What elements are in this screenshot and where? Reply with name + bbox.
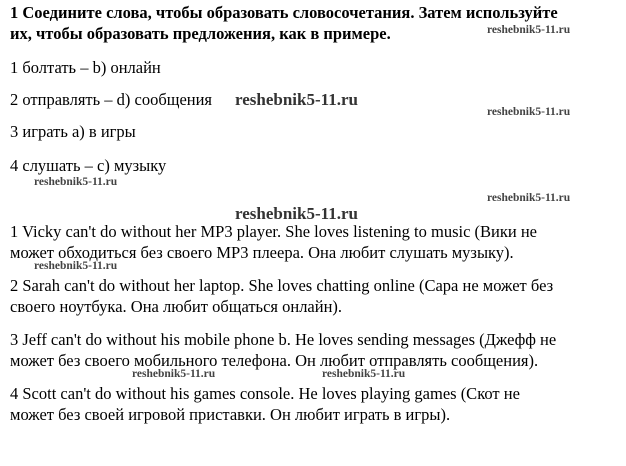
task-heading-line1: 1 Соедините слова, чтобы образовать словосочетания. Затем используйте [10, 3, 558, 22]
pair-item-2: 2 отправлять – d) сообщения [10, 90, 213, 109]
watermark: reshebnik5-11.ru [34, 176, 118, 188]
pair-item-4: 4 слушать – c) музыку [10, 156, 167, 175]
watermark: reshebnik5-11.ru [235, 204, 358, 223]
pair-item-1: 1 болтать – b) онлайн [10, 58, 161, 77]
watermark: reshebnik5-11.ru [487, 192, 571, 204]
watermark: reshebnik5-11.ru [487, 106, 571, 118]
sentence-2-line2: своего ноутбука. Она любит общаться онлайн). [10, 297, 343, 316]
task-heading-line2: их, чтобы образовать предложения, как в примере. [10, 24, 391, 43]
sentence-3-line1: 3 Jeff can't do without his mobile phone b. He loves sending messages (Джефф не [10, 330, 557, 349]
watermark: reshebnik5-11.ru [322, 368, 406, 380]
watermark: reshebnik5-11.ru [487, 24, 571, 36]
sentence-2-line1: 2 Sarah can't do without her laptop. She loves chatting online (Сара не может без [10, 276, 554, 295]
sentence-1-line2: может обходиться без своего MP3 плеера. Она любит слушать музыку). [10, 243, 514, 262]
sentence-3-line2: может без своего мобильного телефона. Он любит отправлять сообщения). [10, 351, 539, 370]
sentence-1-line1: 1 Vicky can't do without her MP3 player. She loves listening to music (Вики не [10, 222, 538, 241]
watermark: reshebnik5-11.ru [235, 90, 358, 109]
sentence-4-line1: 4 Scott can't do without his games console. He loves playing games (Скот не [10, 384, 520, 403]
pair-item-3: 3 играть a) в игры [10, 122, 136, 141]
watermark: reshebnik5-11.ru [34, 260, 118, 272]
sentence-4-line2: может без своей игровой приставки. Он любит играть в игры). [10, 405, 451, 424]
watermark: reshebnik5-11.ru [132, 368, 216, 380]
